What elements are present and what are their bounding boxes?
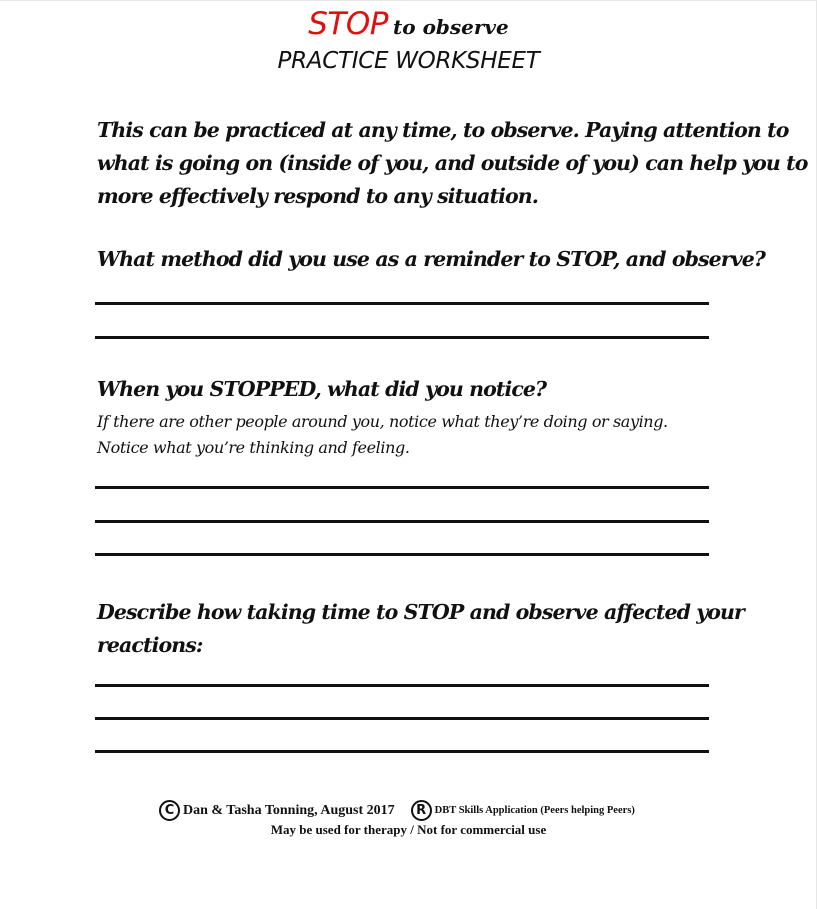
question-line: Describe how taking time to STOP and observe affected your: [97, 600, 744, 624]
answer-line[interactable]: [95, 717, 709, 720]
copyright-icon: C: [159, 800, 180, 821]
answer-line[interactable]: [95, 750, 709, 753]
title-stop-word: STOP: [308, 6, 388, 42]
footer-usage-note: May be used for therapy / Not for commercial use: [270, 822, 547, 837]
registered-icon: R: [411, 800, 432, 821]
answer-line[interactable]: [95, 486, 709, 489]
worksheet-subtitle: PRACTICE WORKSHEET: [277, 48, 540, 74]
title-to-observe: to observe: [393, 15, 509, 39]
answer-line[interactable]: [95, 553, 709, 556]
footer-credit: Dan & Tasha Tonning, August 2017: [183, 802, 395, 818]
answer-line[interactable]: [95, 336, 709, 339]
hint-line: If there are other people around you, notice what they’re doing or saying.: [97, 412, 668, 431]
question-line: reactions:: [97, 633, 203, 657]
question-reminder-method: What method did you use as a reminder to STOP, and observe?: [97, 247, 765, 271]
intro-paragraph: [97, 114, 808, 213]
footer-program: DBT Skills Application (Peers helping Peers): [434, 805, 635, 816]
question-reactions: [97, 596, 744, 662]
answer-line[interactable]: [95, 684, 709, 687]
question-what-noticed: When you STOPPED, what did you notice?: [97, 377, 547, 401]
intro-line: more effectively respond to any situation.: [97, 184, 539, 208]
hint-line: Notice what you’re thinking and feeling.: [97, 438, 410, 457]
intro-line: what is going on (inside of you, and outside of you) can help you to: [97, 151, 808, 175]
footer-credit-row: [159, 800, 635, 821]
answer-line[interactable]: [95, 302, 709, 305]
question-hint: [97, 409, 668, 461]
page-edge-top: [0, 0, 817, 1]
worksheet-title: [0, 6, 817, 42]
intro-line: This can be practiced at any time, to observe. Paying attention to: [97, 118, 789, 142]
answer-line[interactable]: [95, 520, 709, 523]
